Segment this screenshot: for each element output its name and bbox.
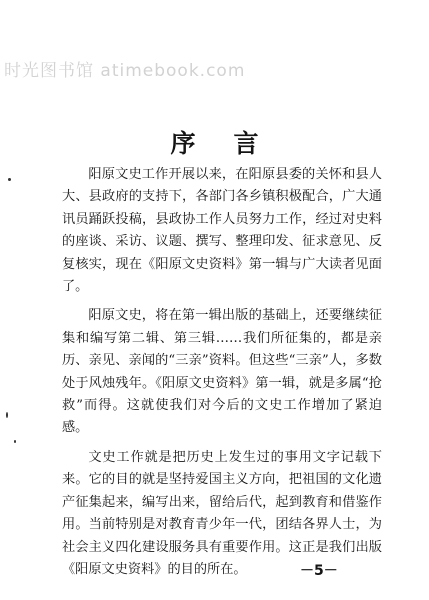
- body-text: [62, 164, 382, 588]
- paragraph-1: 阳原文史工作开展以来，在阳原县委的关怀和县人大、县政府的支持下，各部门各乡镇积极配合，广大通讯员踊跃投稿，县政协工作人员努力工作，经过对史料的座谈、采访、议题、撰写、整理印发、征求意见、反复核实，现在《阳原文史资料》第一辑与广大读者见面了。: [62, 167, 382, 295]
- paragraph-3: 文史工作就是把历史上发生过的事用文字记载下来。它的目的就是坚持爱国主义方向，把祖国的文化遗产征集起来，编写出来，留给后代，起到教育和借鉴作用。当前特别是对教育青少年一代，团结各界人士，为社会主义四化建设服务具有重要作用。这正是我们出版《阳原文史资料》的目的所在。: [62, 449, 382, 577]
- scan-speck: [14, 440, 16, 443]
- paragraph-2: 阳原文史，将在第一辑出版的基础上，还要继续征集和编写第二辑、第三辑……我们所征集的，都是亲历、亲见、亲闻的“三亲”资料。但这些“三亲”人，多数处于风烛残年。《阳原文史资料》第一辑，就是多属“抢救”而得。这就使我们对今后的文史工作增加了紧迫感。: [62, 308, 382, 436]
- watermark: 时光图书馆 atimebook.com: [4, 61, 246, 81]
- scan-speck: [6, 412, 8, 418]
- page-number: －5－: [300, 563, 338, 579]
- scan-speck: [8, 178, 11, 181]
- page-title: 序言: [170, 129, 297, 158]
